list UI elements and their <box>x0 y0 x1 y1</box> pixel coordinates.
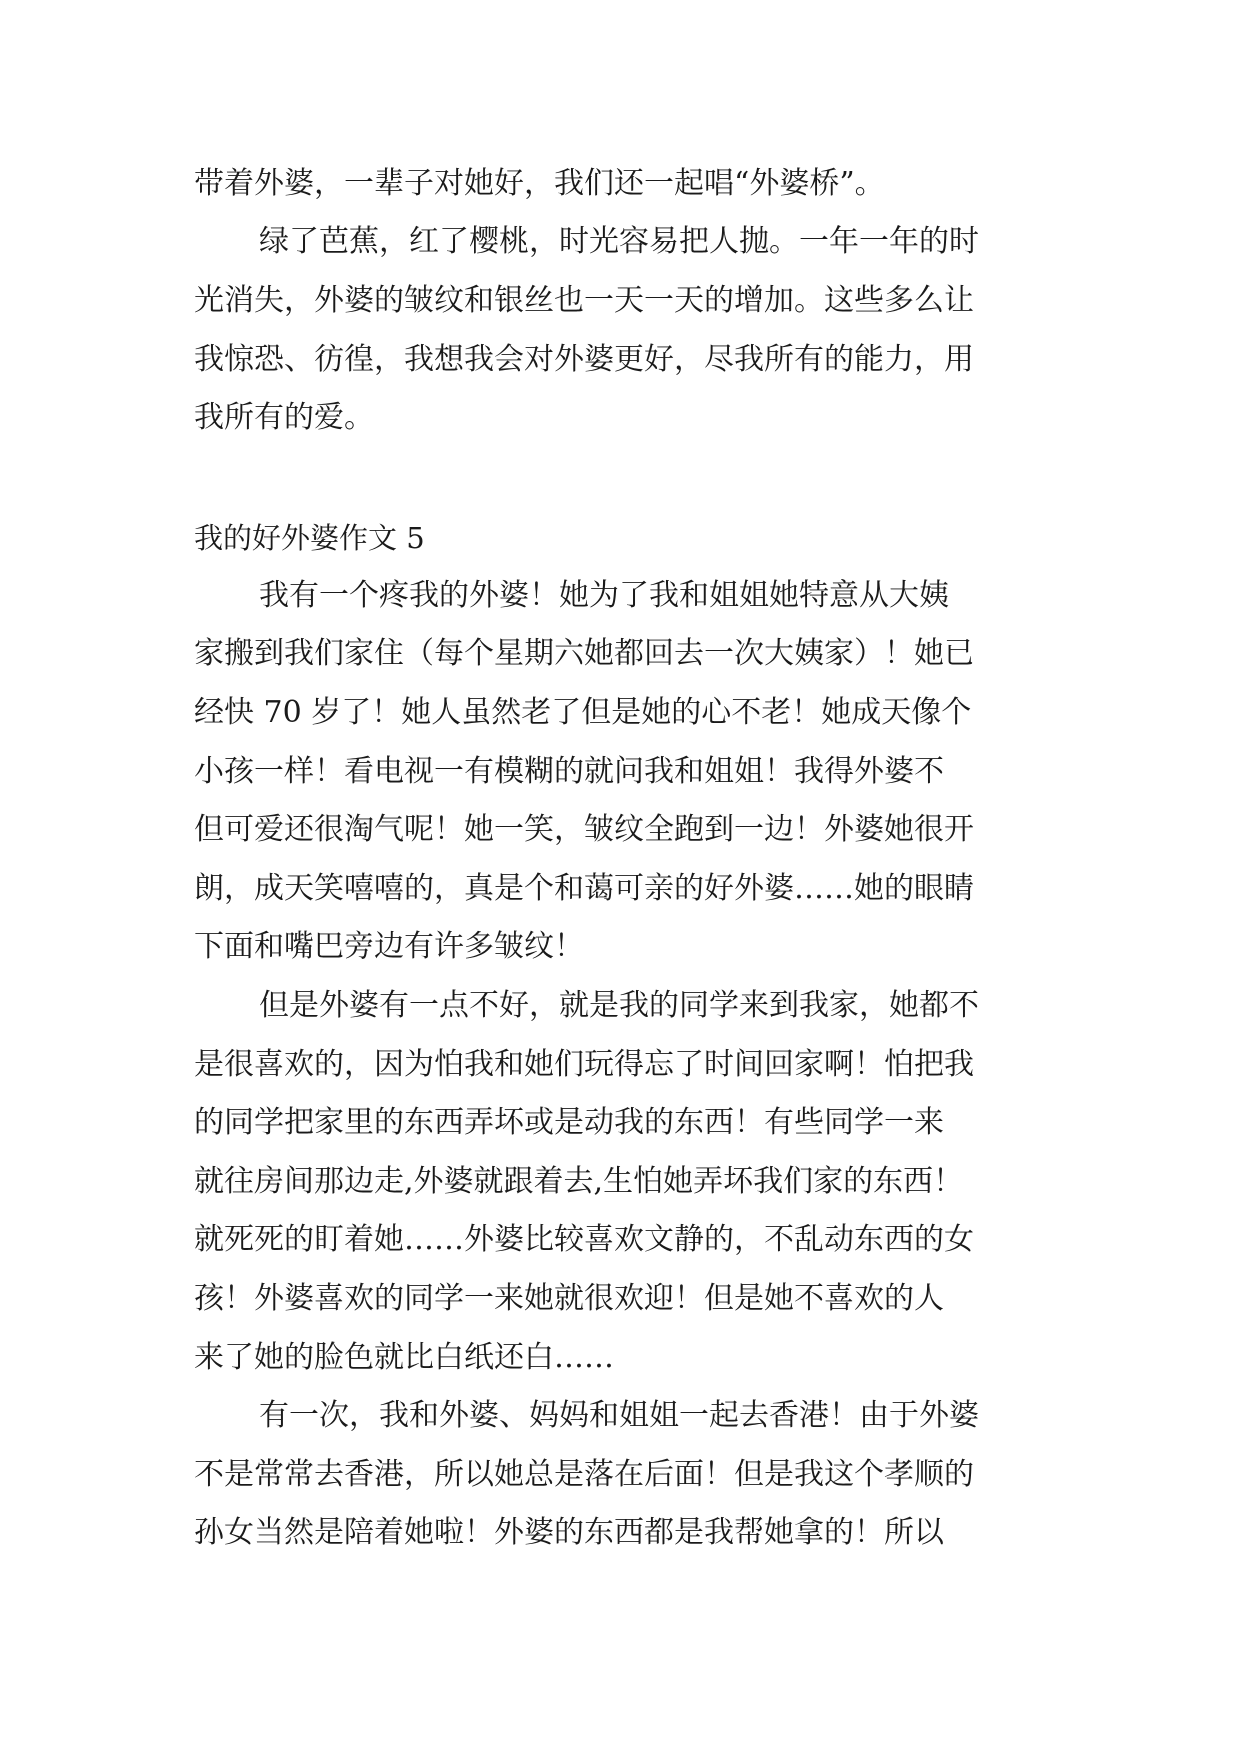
text-line: 孙女当然是陪着她啦！外婆的东西都是我帮她拿的！所以 <box>194 1515 944 1550</box>
text-line: 就往房间那边走,外婆就跟着去,生怕她弄坏我们家的东西！ <box>194 1164 964 1199</box>
text-line: 就死死的盯着她……外婆比较喜欢文静的，不乱动东西的女 <box>194 1222 974 1257</box>
text-line: 孩！外婆喜欢的同学一来她就很欢迎！但是她不喜欢的人 <box>194 1281 944 1316</box>
text-line: 是很喜欢的，因为怕我和她们玩得忘了时间回家啊！怕把我 <box>194 1047 974 1082</box>
text-line: 来了她的脸色就比白纸还白…… <box>194 1340 614 1375</box>
text-line: 光消失，外婆的皱纹和银丝也一天一天的增加。这些多么让 <box>194 283 974 318</box>
text-line: 绿了芭蕉，红了樱桃，时光容易把人抛。一年一年的时 <box>259 224 979 259</box>
text-line: 朗，成天笑嘻嘻的，真是个和蔼可亲的好外婆……她的眼睛 <box>194 871 974 906</box>
text-line: 带着外婆，一辈子对她好，我们还一起唱“外婆桥”。 <box>194 166 885 201</box>
text-line: 我所有的爱。 <box>194 400 374 435</box>
text-line: 下面和嘴巴旁边有许多皱纹！ <box>194 929 584 964</box>
text-line: 我惊恐、彷徨，我想我会对外婆更好，尽我所有的能力，用 <box>194 342 974 377</box>
text-line: 不是常常去香港，所以她总是落在后面！但是我这个孝顺的 <box>194 1457 974 1492</box>
text-line: 小孩一样！看电视一有模糊的就问我和姐姐！我得外婆不 <box>194 754 944 789</box>
section-heading: 我的好外婆作文 5 <box>194 521 425 555</box>
text-line: 但是外婆有一点不好，就是我的同学来到我家，她都不 <box>259 988 979 1023</box>
text-line: 有一次，我和外婆、妈妈和姐姐一起去香港！由于外婆 <box>259 1398 979 1433</box>
text-line: 的同学把家里的东西弄坏或是动我的东西！有些同学一来 <box>194 1105 944 1140</box>
text-line: 家搬到我们家住（每个星期六她都回去一次大姨家）！她已 <box>194 636 974 671</box>
text-line: 经快 70 岁了！她人虽然老了但是她的心不老！她成天像个 <box>194 695 972 730</box>
text-line: 但可爱还很淘气呢！她一笑，皱纹全跑到一边！外婆她很开 <box>194 812 974 847</box>
text-line: 我有一个疼我的外婆！她为了我和姐姐她特意从大姨 <box>259 578 949 613</box>
